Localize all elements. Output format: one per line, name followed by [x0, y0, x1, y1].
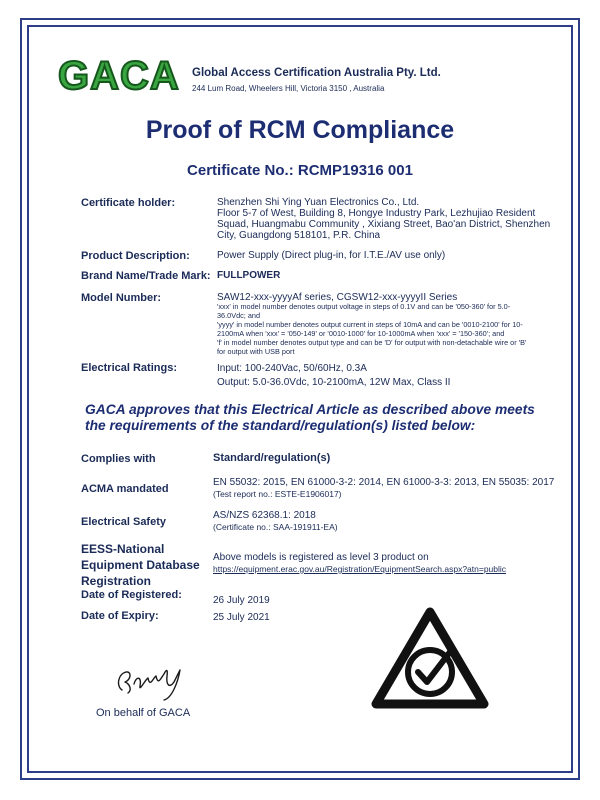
gaca-logo: GACA [58, 54, 180, 98]
holder-line: City, Guangdong 518101, P.R. China [217, 230, 381, 241]
holder-line: Floor 5-7 of West, Building 8, Hongye Industry Park, Lezhujiao Resident [217, 208, 536, 219]
product-label: Product Description: [81, 250, 190, 262]
safety-certificate: (Certificate no.: SAA-191911-EA) [213, 522, 338, 532]
eess-label-line: EESS-National [81, 542, 165, 556]
company-name: Global Access Certification Australia Pty. Ltd. [192, 67, 441, 79]
eess-label-line: Registration [81, 574, 152, 588]
model-note: for output with USB port [217, 347, 295, 356]
holder-line: Squad, Huangmabu Community , Xixiang Street, Bao'an District, Shenzhen [217, 219, 551, 230]
product-value: Power Supply (Direct plug-in, for I.T.E./AV use only) [217, 250, 446, 261]
date-registered-label: Date of Registered: [81, 589, 182, 601]
ratings-output: Output: 5.0-36.0Vdc, 10-2100mA, 12W Max, Class II [217, 377, 451, 388]
date-registered-value: 26 July 2019 [213, 595, 270, 606]
model-value: SAW12-xxx-yyyyAf series, CGSW12-xxx-yyyyII Series [217, 292, 458, 303]
eess-registration-link[interactable]: https://equipment.erac.gov.au/Registration/EquipmentSearch.aspx?atn=public [213, 564, 507, 574]
date-expiry-value: 25 July 2021 [213, 612, 270, 623]
brand-value: FULLPOWER [217, 270, 281, 281]
certificate-number: Certificate No.: RCMP19316 001 [187, 162, 413, 179]
model-note: 'f' in model number denotes output type and can be 'D' for output with non-detachable wire or 'B' [217, 338, 527, 347]
acma-test-report: (Test report no.: ESTE-E1906017) [213, 489, 342, 499]
approval-line: the requirements of the standard/regulation(s) listed below: [85, 418, 476, 433]
standards-header: Standard/regulation(s) [213, 452, 331, 464]
model-note: 'yyyy' in model number denotes output current in steps of 10mA and can be '0010-2100' for 10- [217, 320, 523, 329]
holder-label: Certificate holder: [81, 197, 176, 209]
holder-line: Shenzhen Shi Ying Yuan Electronics Co., Ltd. [217, 197, 420, 208]
model-label: Model Number: [81, 292, 162, 304]
ratings-input: Input: 100-240Vac, 50/60Hz, 0.3A [217, 363, 367, 374]
rcm-mark-icon [370, 606, 490, 710]
eess-label-line: Equipment Database [81, 558, 200, 572]
safety-label: Electrical Safety [81, 516, 166, 528]
approval-line: GACA approves that this Electrical Article as described above meets [85, 402, 535, 417]
acma-standards: EN 55032: 2015, EN 61000-3-2: 2014, EN 61000-3-3: 2013, EN 55035: 2017 [213, 477, 555, 488]
brand-label: Brand Name/Trade Mark: [81, 270, 211, 282]
company-address: 244 Lum Road, Wheelers Hill, Victoria 3150 , Australia [192, 84, 385, 93]
complies-with-label: Complies with [81, 453, 156, 465]
model-note: 2100mA when 'xxx' = '050-149' or '0010-1000' for 10-1000mA when 'xxx' = '150-360'; and [217, 329, 505, 338]
eess-registration-text: Above models is registered as level 3 product on [213, 552, 429, 563]
signature-image [112, 660, 192, 704]
ratings-label: Electrical Ratings: [81, 362, 177, 374]
document-title: Proof of RCM Compliance [145, 116, 455, 144]
safety-standard: AS/NZS 62368.1: 2018 [213, 510, 316, 521]
date-expiry-label: Date of Expiry: [81, 610, 159, 622]
model-note: 36.0Vdc; and [217, 311, 261, 320]
approval-statement [85, 402, 535, 434]
on-behalf-text: On behalf of GACA [96, 707, 191, 719]
eess-label [81, 541, 200, 589]
acma-label: ACMA mandated [81, 483, 169, 495]
model-note: 'xxx' in model number denotes output voltage in steps of 0.1V and can be '050-360' for 5.0- [217, 302, 511, 311]
